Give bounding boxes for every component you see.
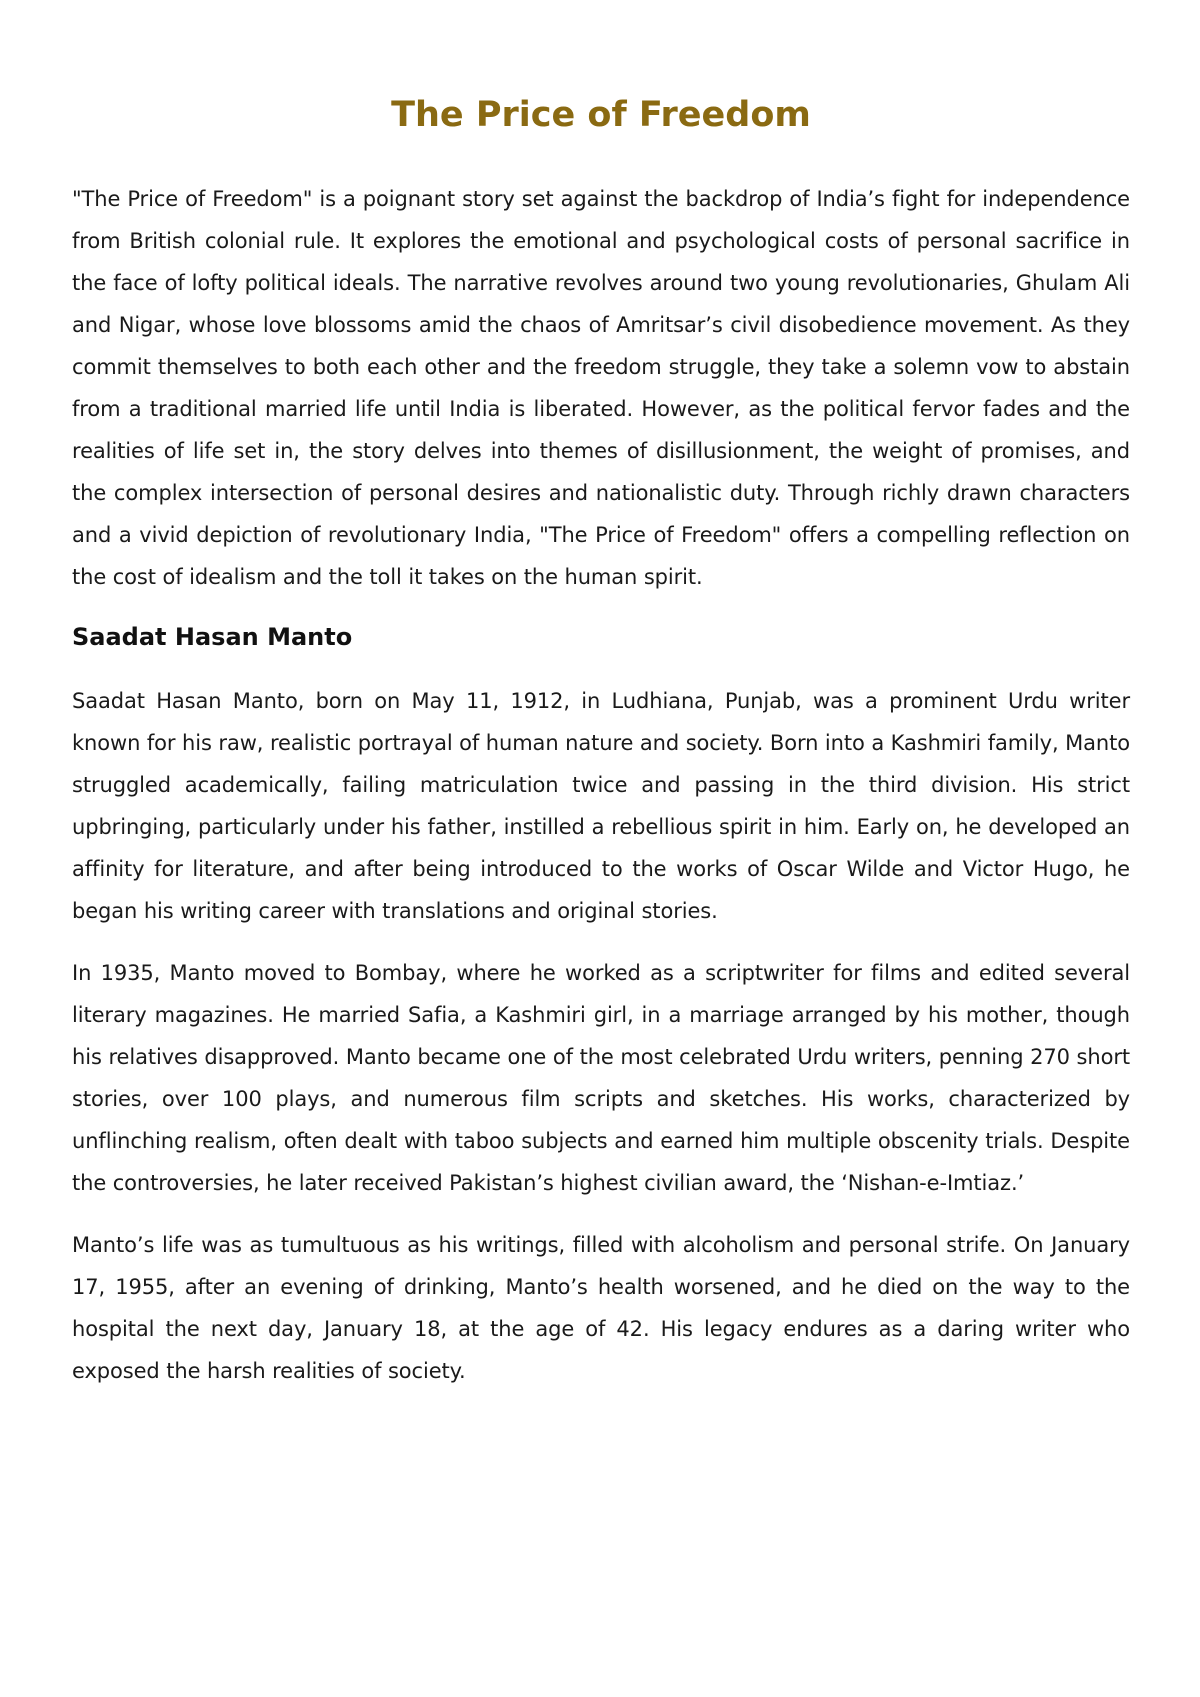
bio-paragraph-2: In 1935, Manto moved to Bombay, where he worked as a scriptwriter for films and edited several literary magazines. He married Safia, a Kashmiri girl, in a marriage arranged by his mother, though his relatives disapproved. Manto became one of the most celebrated Urdu writers, penning 270 short stories, over 100 plays, and numerous film scripts and sketches. His works, characterized by unflinching realism, often dealt with taboo subjects and earned him multiple obscenity trials. Despite the controversies, he later received Pakistan’s highest civilian award, the ‘Nishan-e-Imtiaz.’ (72, 961, 1130, 1195)
bio-paragraph-3: Manto’s life was as tumultuous as his writings, filled with alcoholism and personal strife. On January 17, 1955, after an evening of drinking, Manto’s health worsened, and he died on the way to the hospital the next day, January 18, at the age of 42. His legacy endures as a daring writer who exposed the harsh realities of society. (72, 1233, 1130, 1383)
bio-paragraph-1: Saadat Hasan Manto, born on May 11, 1912, in Ludhiana, Punjab, was a prominent Urdu writer known for his raw, realistic portrayal of human nature and society. Born into a Kashmiri family, Manto struggled academically, failing matriculation twice and passing in the third division. His strict upbringing, particularly under his father, instilled a rebellious spirit in him. Early on, he developed an affinity for literature, and after being introduced to the works of Oscar Wilde and Victor Hugo, he began his writing career with translations and original stories. (72, 689, 1130, 923)
document-page (72, 90, 1130, 1392)
document-title: The Price of Freedom (391, 95, 811, 135)
section-heading: Saadat Hasan Manto (72, 623, 353, 651)
intro-paragraph: "The Price of Freedom" is a poignant story set against the backdrop of India’s fight for independence from British colonial rule. It explores the emotional and psychological costs of personal sacrifice in the face of lofty political ideals. The narrative revolves around two young revolutionaries, Ghulam Ali and Nigar, whose love blossoms amid the chaos of Amritsar’s civil disobedience movement. As they commit themselves to both each other and the freedom struggle, they take a solemn vow to abstain from a traditional married life until India is liberated. However, as the political fervor fades and the realities of life set in, the story delves into themes of disillusionment, the weight of promises, and the complex intersection of personal desires and nationalistic duty. Through richly drawn characters and a vivid depiction of revolutionary India, "The Price of Freedom" offers a compelling reflection on the cost of idealism and the toll it takes on the human spirit. (72, 187, 1130, 589)
